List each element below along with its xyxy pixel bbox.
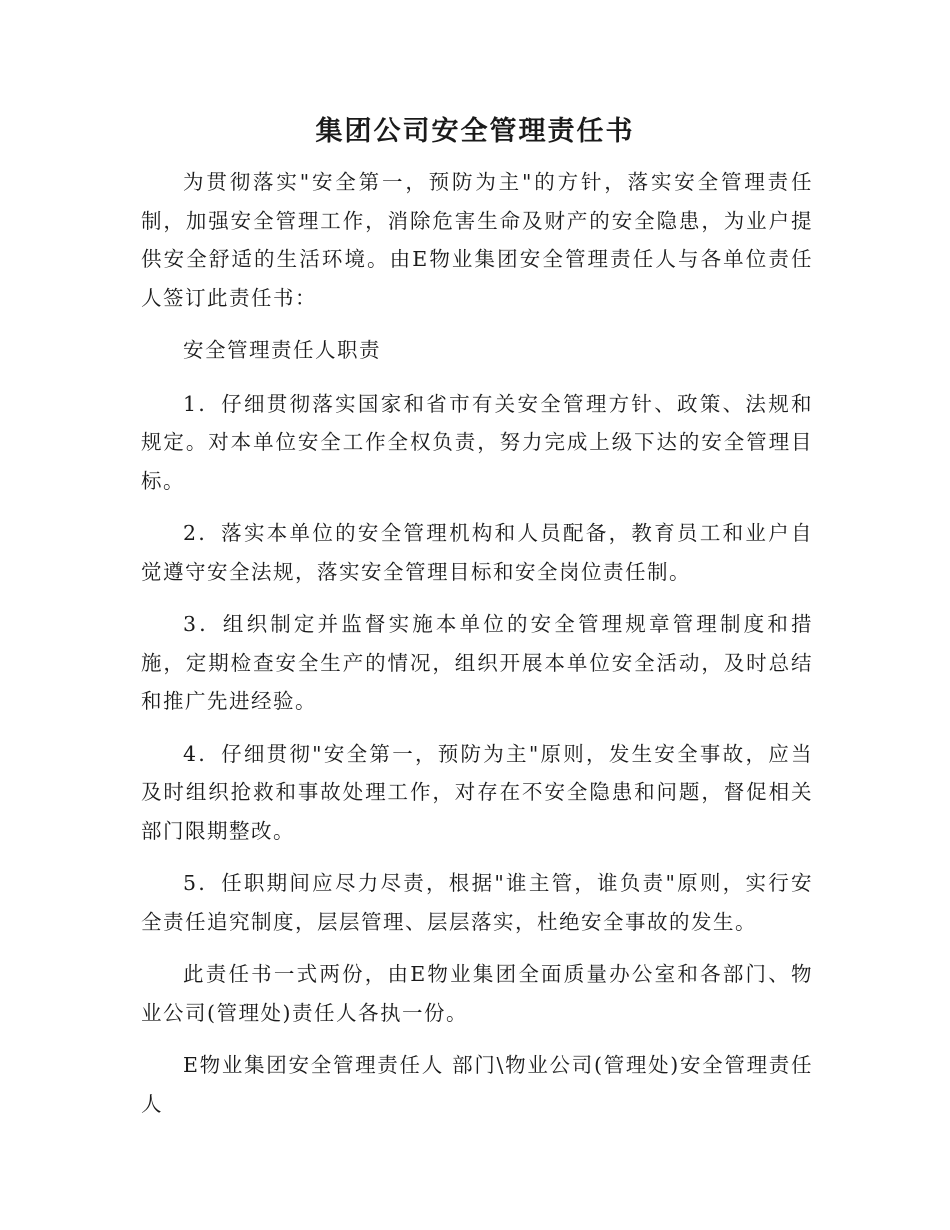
duty-item-4: 4．仔细贯彻"安全第一，预防为主"原则，发生安全事故，应当及时组织抢救和事故处理工作，对存在不安全隐患和问题，督促相关部门限期整改。	[141, 741, 813, 843]
closing-paragraph: 此责任书一式两份，由E物业集团全面质量办公室和各部门、物业公司(管理处)责任人各执一份。	[141, 962, 813, 1025]
duty-item-3: 3．组织制定并监督实施本单位的安全管理规章管理制度和措施，定期检查安全生产的情况，组织开展本单位安全活动，及时总结和推广先进经验。	[141, 612, 813, 713]
duty-item-1: 1．仔细贯彻落实国家和省市有关安全管理方针、政策、法规和规定。对本单位安全工作全权负责，努力完成上级下达的安全管理目标。	[141, 391, 813, 493]
duty-item-2: 2．落实本单位的安全管理机构和人员配备，教育员工和业户自觉遵守安全法规，落实安全管理目标和安全岗位责任制。	[141, 521, 813, 584]
document-title: 集团公司安全管理责任书	[315, 116, 635, 147]
document-body	[141, 163, 813, 1137]
duty-item-5: 5．任职期间应尽力尽责，根据"谁主管，谁负责"原则，实行安全责任追究制度，层层管理、层层落实，杜绝安全事故的发生。	[141, 871, 813, 934]
signature-line: E物业集团安全管理责任人 部门\物业公司(管理处)安全管理责任人	[141, 1053, 813, 1116]
intro-paragraph: 为贯彻落实"安全第一，预防为主"的方针，落实安全管理责任制，加强安全管理工作，消除危害生命及财产的安全隐患，为业户提供安全舒适的生活环境。由E物业集团安全管理责任人与各单位责任人签订此责任书：	[141, 170, 813, 310]
section-heading: 安全管理责任人职责	[183, 338, 382, 362]
